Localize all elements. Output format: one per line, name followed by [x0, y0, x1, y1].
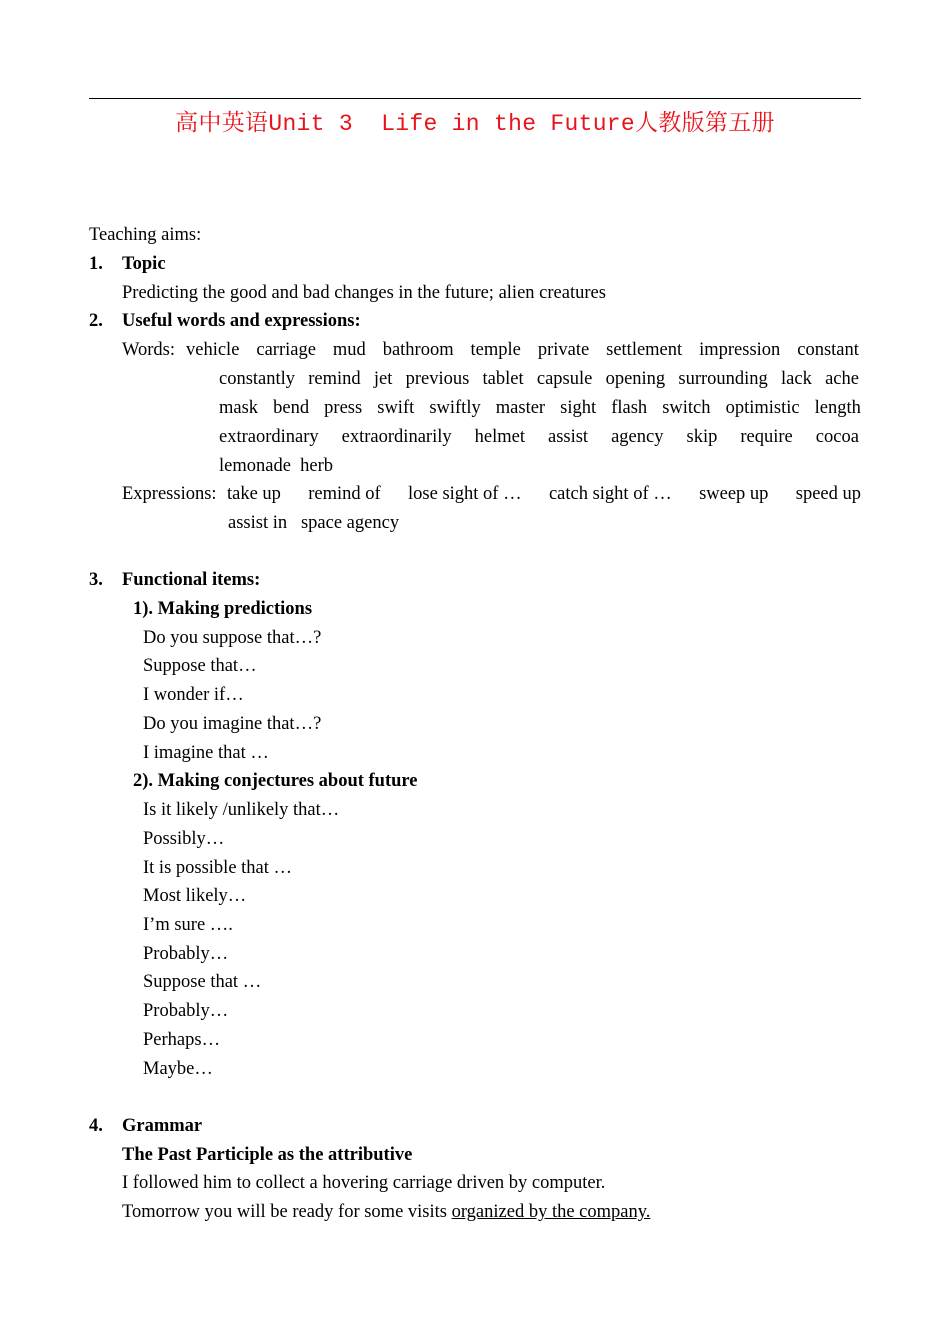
expression: sweep up [699, 484, 769, 504]
word: settlement [606, 340, 683, 360]
word: opening [605, 369, 666, 389]
expression: catch sight of … [548, 484, 672, 504]
conjectures-heading: 2). Making conjectures about future [133, 771, 418, 791]
expressions-label: Expressions: [122, 484, 217, 504]
list-item: Possibly… [143, 829, 225, 849]
list-item: Is it likely /unlikely that… [143, 800, 340, 820]
word: previous [405, 369, 470, 389]
grammar-example-1: I followed him to collect a hovering carriage driven by computer. [122, 1173, 606, 1193]
word: mask [219, 398, 259, 418]
word: switch [662, 398, 711, 418]
grammar-example-2 [122, 1198, 650, 1227]
section-number-2: 2. [89, 311, 103, 331]
section-number-3: 3. [89, 570, 103, 590]
predictions-heading: 1). Making predictions [133, 599, 313, 619]
word: skip [686, 427, 718, 447]
expression: remind of [308, 484, 381, 504]
list-item: Do you imagine that…? [143, 714, 322, 734]
word: tablet [482, 369, 524, 389]
words-label: Words: [122, 340, 175, 360]
word: remind [308, 369, 361, 389]
list-item: Suppose that… [143, 656, 257, 676]
word: swift [377, 398, 415, 418]
words-line-5: lemonade herb [219, 456, 334, 476]
word: vehicle [186, 340, 240, 360]
list-item: It is possible that … [143, 858, 293, 878]
expression: lose sight of … [408, 484, 522, 504]
word: capsule [536, 369, 593, 389]
section-number-4: 4. [89, 1116, 103, 1136]
topic-heading: Topic [122, 254, 166, 274]
word: constant [797, 340, 859, 360]
word: impression [699, 340, 781, 360]
word: master [495, 398, 546, 418]
expression: take up [227, 484, 281, 504]
expressions-line-2: assist in space agency [228, 513, 400, 533]
words-line-2 [219, 365, 859, 394]
word: private [537, 340, 590, 360]
section-number-1: 1. [89, 254, 103, 274]
list-item: Maybe… [143, 1059, 213, 1079]
functional-heading: Functional items: [122, 570, 261, 590]
list-item: I wonder if… [143, 685, 244, 705]
word: surrounding [678, 369, 768, 389]
word: length [814, 398, 861, 418]
word: mud [332, 340, 366, 360]
list-item: Most likely… [143, 886, 247, 906]
word: temple [470, 340, 521, 360]
underlined-phrase: organized by the company. [451, 1202, 651, 1222]
expression: speed up [795, 484, 861, 504]
words-line-1 [186, 336, 859, 365]
word: cocoa [815, 427, 859, 447]
word: bathroom [382, 340, 454, 360]
word: extraordinarily [341, 427, 452, 447]
list-item: I’m sure …. [143, 915, 233, 935]
intro-text: Teaching aims: [89, 225, 202, 245]
list-item: Probably… [143, 944, 229, 964]
word: bend [273, 398, 310, 418]
page-title: 高中英语Unit 3 Life in the Future人教版第五册 [175, 111, 775, 137]
word: press [324, 398, 363, 418]
word: assist [547, 427, 589, 447]
word: optimistic [725, 398, 800, 418]
words-line-3 [219, 394, 861, 423]
vocab-heading: Useful words and expressions: [122, 311, 361, 331]
word: flash [611, 398, 648, 418]
word: agency [611, 427, 664, 447]
words-line-4 [219, 423, 859, 452]
example-text: Tomorrow you will be ready for some visits [122, 1202, 452, 1222]
header-rule [89, 98, 861, 99]
list-item: Perhaps… [143, 1030, 221, 1050]
list-item: Suppose that … [143, 972, 262, 992]
word: sight [560, 398, 597, 418]
word: require [740, 427, 793, 447]
word: extraordinary [219, 427, 319, 447]
expressions-line-1 [227, 480, 861, 509]
word: constantly [219, 369, 296, 389]
list-item: Do you suppose that…? [143, 628, 322, 648]
list-item: I imagine that … [143, 743, 269, 763]
word: swiftly [429, 398, 481, 418]
word: ache [825, 369, 859, 389]
grammar-heading: Grammar [122, 1116, 203, 1136]
word: lack [781, 369, 812, 389]
word: jet [373, 369, 393, 389]
word: helmet [474, 427, 525, 447]
grammar-subheading: The Past Participle as the attributive [122, 1145, 413, 1165]
topic-text: Predicting the good and bad changes in the future; alien creatures [122, 283, 606, 303]
word: carriage [256, 340, 316, 360]
list-item: Probably… [143, 1001, 229, 1021]
